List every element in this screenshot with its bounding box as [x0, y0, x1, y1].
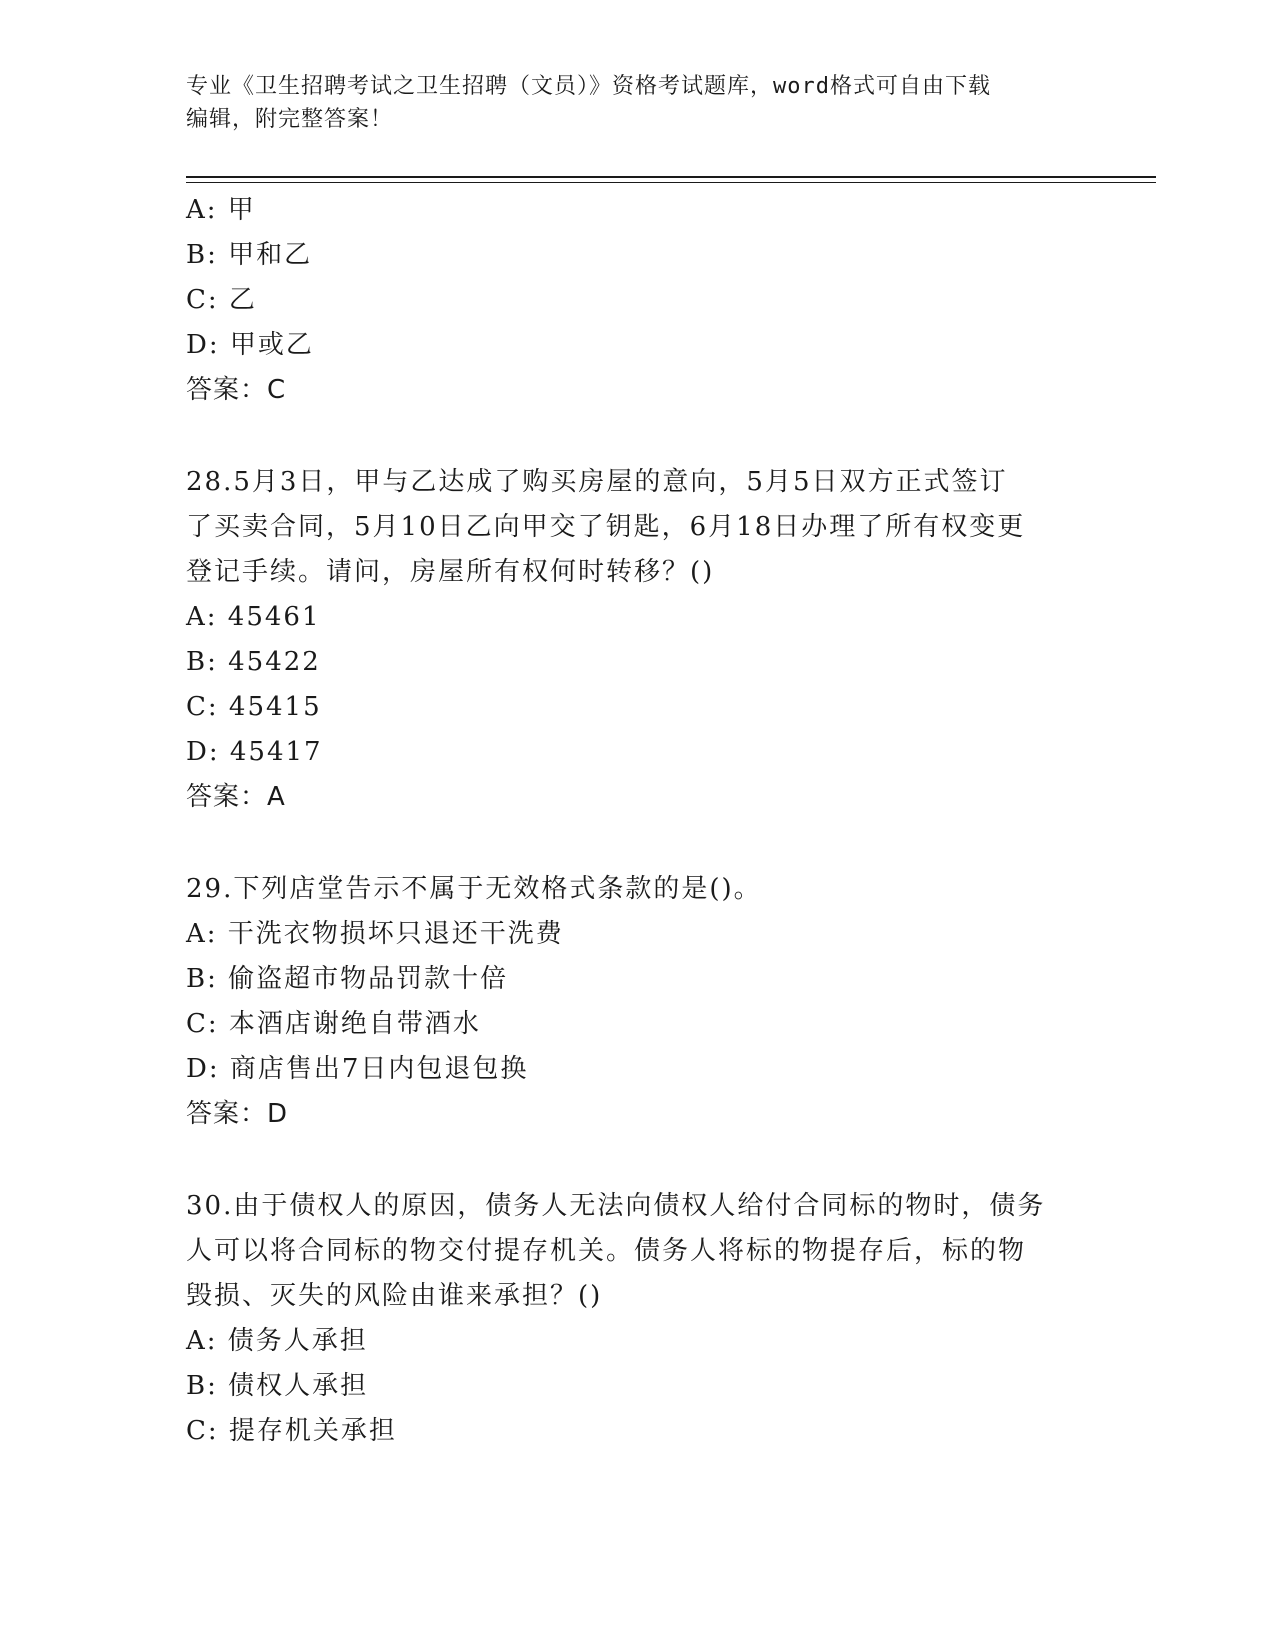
- option-a: A: 45461: [186, 602, 321, 632]
- document-header: [186, 70, 1086, 136]
- option-c: C: 45415: [186, 692, 322, 722]
- question-30: [186, 1184, 1086, 1454]
- question-list: [186, 188, 1086, 1454]
- option-c: C: 本酒店谢绝自带酒水: [186, 1009, 481, 1039]
- header-line-1: 专业《卫生招聘考试之卫生招聘（文员）》资格考试题库，word格式可自由下载: [186, 74, 991, 99]
- option-b: B: 甲和乙: [186, 240, 313, 270]
- option-c: C: 乙: [186, 285, 257, 315]
- option-a: A: 甲: [186, 195, 256, 225]
- answer: 答案：C: [186, 375, 287, 405]
- question-stem-line: 29.下列店堂告示不属于无效格式条款的是()。: [186, 874, 762, 904]
- question-stem-line: 人可以将合同标的物交付提存机关。债务人将标的物提存后，标的物: [186, 1236, 1027, 1266]
- option-d: D: 45417: [186, 737, 323, 767]
- option-b: B: 债权人承担: [186, 1371, 369, 1401]
- question-stem-line: 了买卖合同，5月10日乙向甲交了钥匙，6月18日办理了所有权变更: [186, 512, 1026, 542]
- spacer: [186, 1137, 1086, 1184]
- header-rule-thick: [186, 176, 1156, 178]
- question-27: [186, 188, 1086, 413]
- option-a: A: 债务人承担: [186, 1326, 368, 1356]
- option-d: D: 商店售出7日内包退包换: [186, 1054, 529, 1084]
- question-stem-line: 登记手续。请问，房屋所有权何时转移？(): [186, 557, 715, 587]
- question-29: [186, 867, 1086, 1137]
- header-rule-thin: [186, 182, 1156, 183]
- question-stem-line: 30.由于债权人的原因，债务人无法向债权人给付合同标的物时，债务: [186, 1191, 1046, 1221]
- option-b: B: 偷盗超市物品罚款十倍: [186, 964, 509, 994]
- header-line-2: 编辑，附完整答案！: [186, 107, 394, 132]
- spacer: [186, 820, 1086, 867]
- answer: 答案：D: [186, 1099, 289, 1129]
- question-28: [186, 460, 1086, 820]
- question-stem-line: 毁损、灭失的风险由谁来承担？(): [186, 1281, 603, 1311]
- question-stem-line: 28.5月3日，甲与乙达成了购买房屋的意向，5月5日双方正式签订: [186, 467, 1008, 497]
- option-b: B: 45422: [186, 647, 321, 677]
- option-a: A: 干洗衣物损坏只退还干洗费: [186, 919, 564, 949]
- answer: 答案：A: [186, 782, 286, 812]
- option-d: D: 甲或乙: [186, 330, 314, 360]
- spacer: [186, 413, 1086, 460]
- option-c: C: 提存机关承担: [186, 1416, 397, 1446]
